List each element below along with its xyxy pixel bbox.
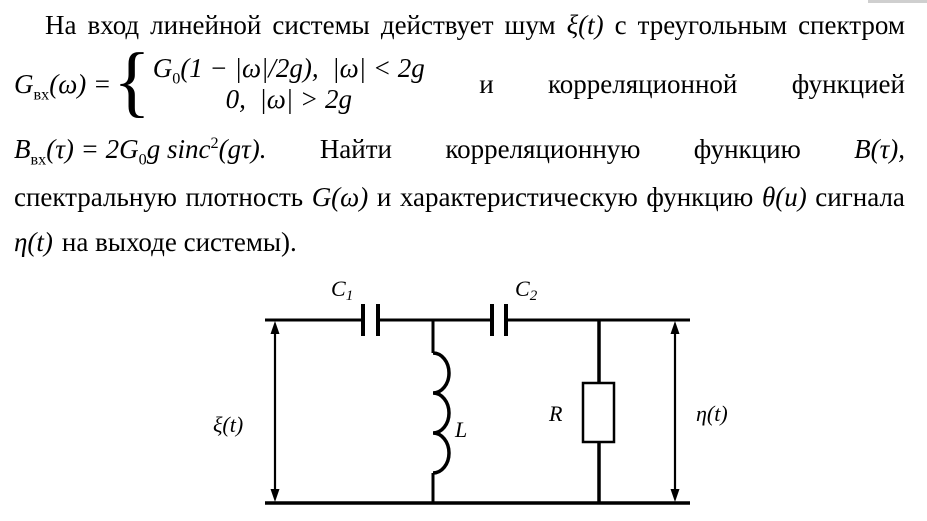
word: функцию (646, 182, 754, 212)
input-signal-label: ξ(t) (213, 412, 244, 437)
word: вход (87, 10, 140, 40)
math-B-tau: B(τ), (854, 134, 905, 164)
math-args: (ω) = (49, 68, 112, 99)
input-arrow-head-top (271, 321, 280, 334)
output-arrow-head-bottom (671, 489, 680, 502)
inductor-coil (433, 353, 449, 473)
math-xi-t: ξ(t) (566, 10, 604, 40)
math-eta-t: η(t) (14, 227, 53, 257)
output-arrow-head-top (671, 321, 680, 334)
output-signal-label: η(t) (696, 401, 728, 426)
formula-correlation: $B_{вх}(\tau) = 2G_0g$ sinc$^2$(gτ). (14, 134, 267, 169)
word: спектром (798, 10, 905, 40)
capacitor-c1-label: C1 (331, 276, 354, 304)
math-G-omega: G(ω) (311, 182, 369, 212)
math-theta-u: θ(u) (761, 182, 807, 212)
word: характеристическую (399, 182, 638, 212)
capacitor-c2-label: C2 (515, 276, 538, 304)
word: функцией (791, 68, 905, 99)
math-G: G (14, 68, 34, 99)
word: На (45, 10, 77, 40)
inductor-label: L (455, 417, 468, 442)
word: с (614, 10, 627, 40)
case-row-1: $G_0(1 - |\omega|/2g)$, |ω| < 2g (152, 53, 425, 88)
word: и (479, 68, 494, 99)
math-sub-vx: вх (33, 84, 50, 103)
word: плотность (185, 182, 304, 212)
case-row-2: 0, |ω| > 2g (225, 84, 352, 114)
word: корреляционной (548, 68, 738, 99)
word: линейной (150, 10, 262, 40)
word: функцию (693, 134, 801, 164)
word: Найти (319, 134, 392, 164)
word: спектральную (14, 182, 177, 212)
word: действует (380, 10, 494, 40)
word: корреляционную (445, 134, 641, 164)
input-arrow-head-bottom (271, 489, 280, 502)
resistor-body (583, 383, 614, 442)
cases-brace: { (113, 36, 151, 125)
word: шум (504, 10, 556, 40)
word: системы (272, 10, 370, 40)
word: на выходе системы). (61, 227, 297, 257)
word: сигнала (815, 182, 905, 212)
word: и (376, 182, 392, 212)
word: треугольным (637, 10, 788, 40)
resistor-label: R (549, 401, 563, 426)
